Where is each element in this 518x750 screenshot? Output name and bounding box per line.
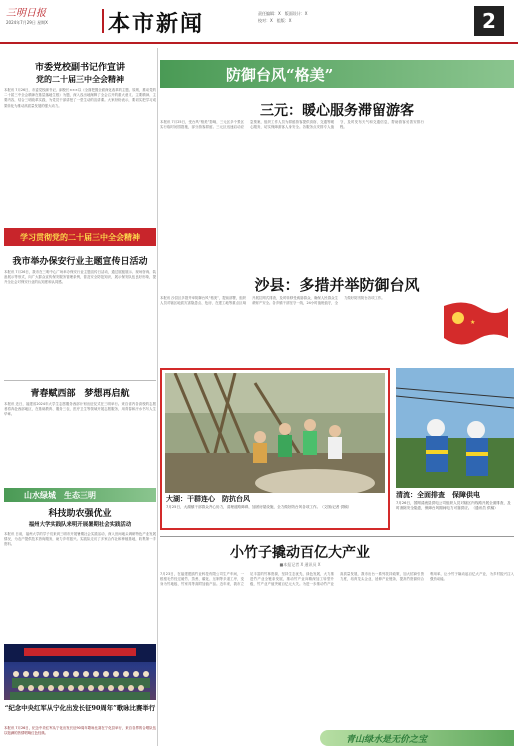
section-headline[interactable]: 沙县：多措并举防御台风 xyxy=(254,276,420,294)
masthead xyxy=(0,0,518,44)
left-column xyxy=(4,46,156,746)
photo-caption-body: 本报讯 7月26日，纪念中央红军从宁化出发长征90周年歌咏比赛在宁化县举行，来自各界的合唱队伍以饱满的热情唱响红色经典。 xyxy=(4,726,156,736)
debris-clearing-photo xyxy=(165,373,385,493)
power-inspection-photo xyxy=(396,368,514,488)
green-slogan-banner xyxy=(320,730,514,746)
typhoon-banner-text: 防御台风“格美” xyxy=(226,66,334,84)
section-body: 本报讯 7月25日，受台风“格美”影响，三元区多个景区实行临时闭园措施，部分游客滞留。三元区迅速启动应急预案，组织工作人员为滞留游客提供食宿、交通等暖心服务，切实保障游客人身安全。各服务点安排专人值守，及时发布天气和交通信息，帮助游客妥善安排行程。 xyxy=(160,120,424,130)
article-title[interactable]: 科技助农强优业 xyxy=(48,509,112,519)
workers-scene-graphic xyxy=(165,373,385,493)
caption-body: 7月26日，国网清流县供电公司组织人员对辖区内线路开展全面排查，及时消除安全隐患，保障台风期间电力可靠供应。（通讯员 供稿） xyxy=(396,501,511,510)
divider xyxy=(4,380,156,381)
article-title[interactable]: 青春赋西部 梦想再启航 xyxy=(30,389,130,399)
party-flag-emblem xyxy=(440,298,510,350)
typhoon-banner xyxy=(160,60,514,88)
caption-title: 清流：全面排查 保障供电 xyxy=(396,490,480,499)
section-title: 本市新闻 xyxy=(108,7,204,38)
photo-caption xyxy=(166,496,386,510)
flag-icon xyxy=(440,298,510,350)
section-headline[interactable]: 小竹子撬动百亿大产业 xyxy=(230,545,370,561)
article-title[interactable]: 市委党校副书记作宣讲 xyxy=(34,63,125,73)
article-title[interactable]: 我市举办保安行业主题宣传日活动 xyxy=(12,257,148,267)
slogan-text: 青山绿水是无价之宝 xyxy=(346,735,428,745)
section-headline[interactable]: 三元：暖心服务滞留游客 xyxy=(260,103,414,119)
choir-stage-graphic xyxy=(4,644,156,700)
issue-date: 2024年7月29日 星期X xyxy=(6,20,48,25)
caption-title: 大湖：干群连心 防抗台风 xyxy=(166,494,250,503)
right-column xyxy=(160,46,514,746)
highlighted-photo-story[interactable] xyxy=(160,368,390,530)
section-body: 7月23日，在福建建鸥竹业科技有限公司生产车间，一根根毛竹经过破竹、蒸煮、碳化、压制等多道工序，变身为竹地板、竹家具等高附加值产品。近年来，我市立足丰富的竹林资源，坚持生态优先、绿色发展，大力推进竹产业全链条发展，推动竹产业向精深加工转型升级，竹产业产值突破百亿元大关。为进一步推动竹产业高质量发展，我市出台一系列扶持政策，加大招商引资力度，培育龙头企业，延伸产业链条，提高竹资源综合利用率，让小竹子撬动起百亿大产业，为乡村振兴注入强劲动能。 xyxy=(160,572,514,587)
ecology-banner-text: 山水绿城 生态三明 xyxy=(24,490,96,500)
article-subtitle: 福州大学实践队来明开展暑期社会实践活动 xyxy=(28,522,132,528)
photo-caption-title[interactable]: “纪念中央红军从宁化出发长征90周年”歌咏比赛举行 xyxy=(4,704,156,712)
study-banner: 学习贯彻党的二十届三中全会精神 xyxy=(4,228,156,246)
byline: ■本报记者 X 通讯员 X xyxy=(279,562,321,567)
page-number: 2 xyxy=(474,6,504,36)
editor-credits: 责任编辑：X 版面设计：X 校对：X 组版：X xyxy=(258,11,308,23)
electric-workers-graphic xyxy=(396,368,514,488)
newspaper-logo: 三明日报 xyxy=(6,8,46,19)
article-body: 本报讯 近日，福建省2024年大学生志愿服务西部计划出征仪式在三明举行。来自省内各高校的志愿者将奔赴西部地区，在基础教育、服务三农、医疗卫生等领域开展志愿服务，用青春和汗水书写人生华章。 xyxy=(4,402,156,417)
photo-caption xyxy=(396,492,514,511)
section-body: 本报讯 沙县区多措并举防御台风“格美”，提前部署，组织人员对辖区地质灾害隐患点、危房、在建工地等重点区域开展拉网式排查，及时转移受威胁群众，确保人民群众生命财产安全。各乡镇干部坚守一线，24小时值班值守，全力做好防汛防台各项工作。 xyxy=(160,296,385,306)
column-divider xyxy=(157,48,158,746)
article-subtitle: 党的二十届三中全会精神 xyxy=(36,74,124,84)
caption-body: 7月25日，大湖镇干部群众齐心协力，清理道路障碍，加固房屋设施，全力做好防台风各项工作。（文图/记者 供稿） xyxy=(166,505,352,509)
article-body: 本报讯 7月26日，我市在三明中心广场举办保安行业主题宣传日活动，通过展板展示、现场咨询、装备展示等形式，向广大群众宣传保安服务管理条例，普及安全防范知识，展示保安队伍良好形象，提升全社会对保安行业的认知度和认同感。 xyxy=(4,270,156,285)
article-body: 本报讯 7月26日，市委党校副书记、副校长×××以《全面把握全面深化改革的主题、原则，推动党的二十届三中全会精神在基层落地生根》为题，深入浅出地阐释了全会召开的重大意义、主要精神、主要内容，结合三明改革实践，为党员干部讲授了一堂生动的宣讲课。大家纷纷表示，要切实把学习成果转化为推动高质量发展的强大动力。 xyxy=(4,88,156,108)
svg-text:★: ★ xyxy=(470,319,476,326)
divider xyxy=(160,536,514,537)
article-body: 本报讯 日前，福州大学的学子们来到三明市开展暑期社会实践活动，深入田间地头调研特色产业发展情况，为农户提供技术咨询服务，助力乡村振兴。实践队走访了多家合作社和种植基地，收集第一手资料。 xyxy=(4,532,156,547)
choir-photo xyxy=(4,644,156,700)
ecology-banner xyxy=(4,488,156,502)
